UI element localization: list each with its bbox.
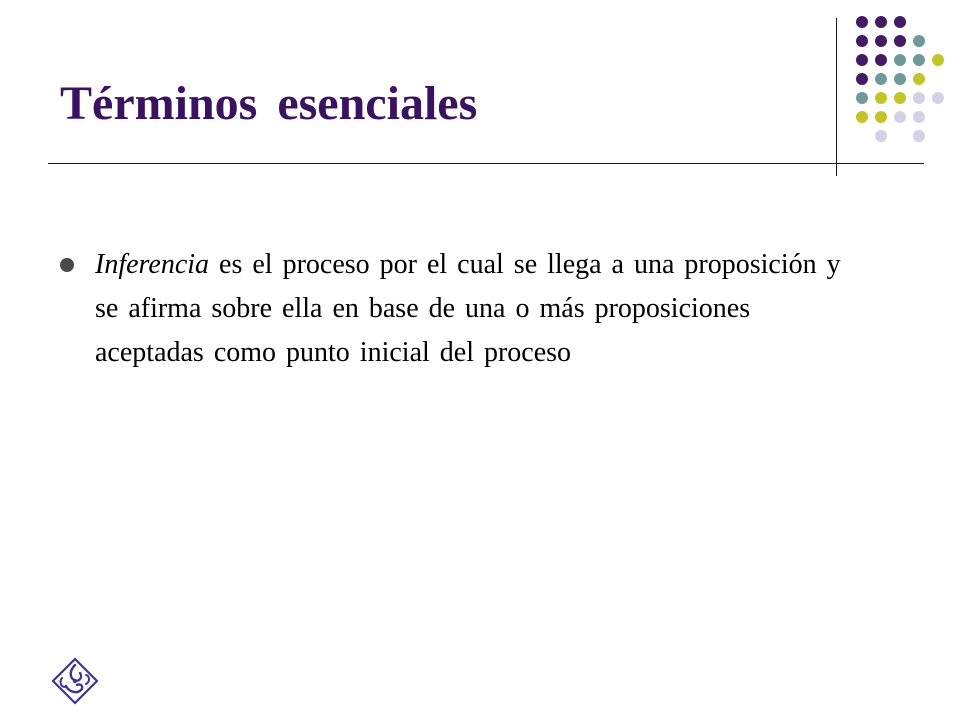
dot-olive <box>932 54 944 66</box>
bullet-body: es el proceso por el cual se llega a una proposición y se afirma sobre ella en base de una o más proposiciones aceptadas como punto inicial del proceso <box>95 249 841 368</box>
swirl-logo-icon <box>50 656 100 706</box>
bullet-text <box>95 249 841 368</box>
dot-lavender <box>875 130 887 142</box>
slide-title: Términos esenciales <box>60 77 478 130</box>
dot-teal <box>894 54 906 66</box>
vertical-divider <box>836 18 837 176</box>
dot-grid-decoration <box>852 14 950 156</box>
dot-purple <box>856 35 868 47</box>
dot-olive <box>913 73 925 85</box>
dot-olive <box>875 111 887 123</box>
dot-teal <box>856 92 868 104</box>
dot-purple <box>875 35 887 47</box>
dot-purple <box>856 54 868 66</box>
dot-lavender <box>913 130 925 142</box>
dot-purple <box>894 16 906 28</box>
bullet-marker <box>60 258 74 272</box>
dot-olive <box>875 92 887 104</box>
dot-purple <box>875 54 887 66</box>
dot-purple <box>856 73 868 85</box>
dot-teal <box>913 54 925 66</box>
dot-olive <box>856 111 868 123</box>
dot-teal <box>875 73 887 85</box>
title-underline <box>48 163 924 164</box>
dot-lavender <box>932 92 944 104</box>
dot-purple <box>894 35 906 47</box>
dot-purple <box>875 16 887 28</box>
dot-teal <box>894 73 906 85</box>
bullet-emphasis: Inferencia <box>95 249 210 280</box>
dot-lavender <box>913 92 925 104</box>
dot-lavender <box>913 111 925 123</box>
dot-olive <box>894 92 906 104</box>
dot-lavender <box>894 111 906 123</box>
dot-teal <box>913 35 925 47</box>
bullet-list <box>60 243 860 375</box>
dot-purple <box>856 16 868 28</box>
bullet-item <box>60 243 860 375</box>
